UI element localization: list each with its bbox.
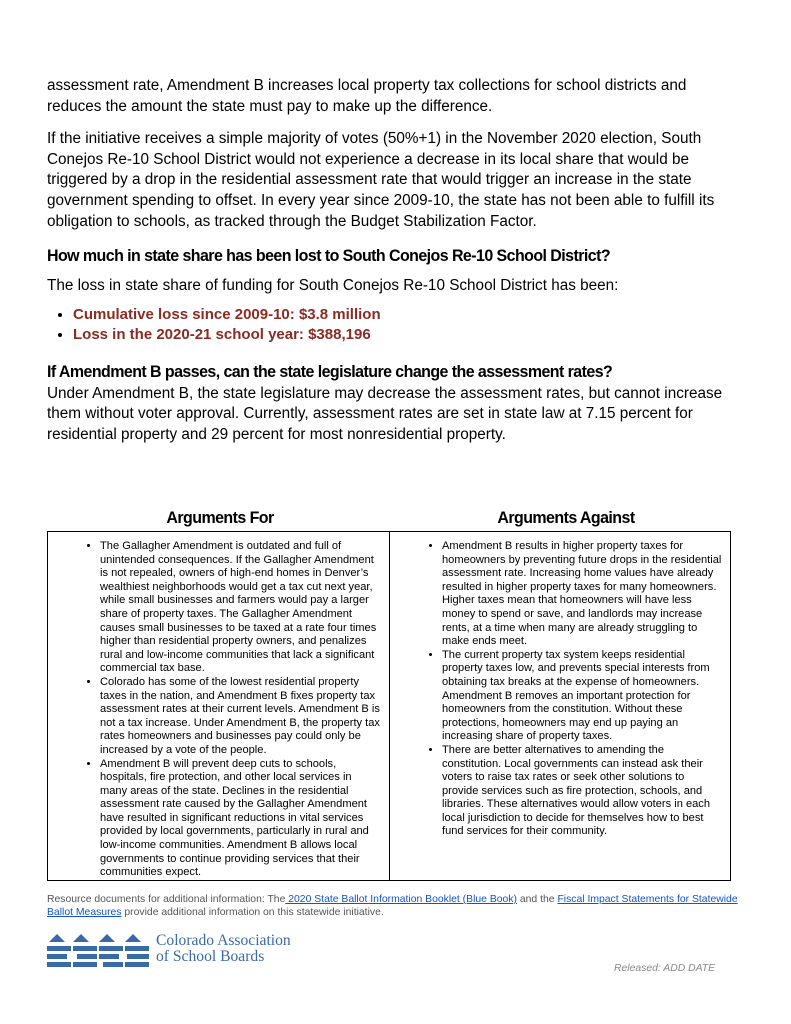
list-item: • Loss in the 2020-21 school year: $388,196 xyxy=(73,325,743,346)
arguments-headers xyxy=(47,508,731,528)
released-date: Released: ADD DATE xyxy=(614,963,716,974)
arguments-against-title: Arguments Against xyxy=(497,508,635,527)
list-item: • Amendment B results in higher property taxes for homeowners by preventing future drops in the residential assessment rate. Increasing home values have already resulted in higher property taxes for many homeowners. Higher taxes mean that homeowners will have less money to spend or save, and landlords may increase rents, at a time when many are already struggling to make ends meet. xyxy=(442,540,722,649)
list-item: • Colorado has some of the lowest residential property taxes in the nation, and Amendment B fixes property tax assessment rates at their current levels. Amendment B is not a tax increase. Under Amendment B, the property tax rates homeowners and businesses pay could only be increased by a vote of the people. xyxy=(100,676,381,758)
resources-prefix: Resource documents for additional information: The xyxy=(47,894,286,905)
list-item: • Amendment B will prevent deep cuts to schools, hospitals, fire protection, and other local services in many areas of the state. Declines in the residential assessment rate caused by the Gallagher Amendment have resulted in significant reductions in vital services provided by local governments, particularly in rural and low-income communities. Amendment B allows local governments to continue providing services that their communities expect. xyxy=(100,758,381,880)
casb-logo-mark xyxy=(47,930,151,974)
resources-middle: and the xyxy=(516,894,558,905)
arguments-for-column xyxy=(48,532,389,880)
logo-line-2: of School Boards xyxy=(156,948,265,965)
list-item: • There are better alternatives to amending the constitution. Local governments can instead ask their voters to raise tax rates or seek other solutions to provide services such as fire protection, schools, and libraries. These alternatives would allow voters in each local jurisdiction to decide for themselves how to best fund services for their community. xyxy=(442,744,722,839)
state-share-heading: How much in state share has been lost to South Conejos Re-10 School District? xyxy=(47,246,611,266)
intro-paragraph: assessment rate, Amendment B increases local property tax collections for school districts and reduces the amount the state must pay to make up the difference. xyxy=(47,77,687,115)
loss-intro: The loss in state share of funding for South Conejos Re-10 School District has been: xyxy=(47,277,619,295)
blue-book-link[interactable]: 2020 State Ballot Information Booklet (Blue Book) xyxy=(285,894,517,905)
document-body xyxy=(47,76,743,458)
arguments-for-title: Arguments For xyxy=(166,508,274,527)
assessment-rates-heading: If Amendment B passes, can the state legislature change the assessment rates? xyxy=(47,361,613,381)
list-item: • The Gallagher Amendment is outdated and full of unintended consequences. If the Gallagher Amendment is not repealed, owners of high-end homes in Denver’s wealthiest neighborhoods would get a tax cut next year, while small businesses and farmers would pay a larger share of property taxes. The Gallagher Amendment causes small businesses to be taxed at a rate four times higher than residential property owners, and penalizes rural and low-income communities that lack a significant commercial tax base. xyxy=(100,540,381,676)
list-item: • The current property tax system keeps residential property taxes low, and prevents special interests from obtaining tax breaks at the expense of homeowners. Amendment B removes an important protection for homeowners from the constitution. Without these protections, homeowners may end up paying an increasing share of property taxes. xyxy=(442,649,722,744)
casb-logo xyxy=(47,930,307,974)
fiscal-impact-link[interactable]: Fiscal Impact Statements for Statewide Ballot Measures xyxy=(47,894,738,919)
resources-suffix: provide additional information on this statewide initiative. xyxy=(121,907,384,919)
arguments-table xyxy=(47,531,731,881)
arguments-against-column xyxy=(389,532,730,880)
assessment-rates-paragraph: Under Amendment B, the state legislature may decrease the assessment rates, but cannot increase them without voter approval. Currently, assessment rates are set in state law at 7.15 percent for residential property and 29 percent for most nonresidential property. xyxy=(47,384,723,443)
list-item: • Cumulative loss since 2009-10: $3.8 million xyxy=(73,305,743,326)
logo-text xyxy=(156,933,291,965)
logo-line-1: Colorado Association xyxy=(156,932,291,949)
majority-paragraph: If the initiative receives a simple majority of votes (50%+1) in the November 2020 election, South Conejos Re-10 School District would not experience a decrease in its local share that would be triggered by a drop in the residential assessment rate that would trigger an increase in the state government spending to offset. In every year since 2009-10, the state has not been able to fulfill its obligation to schools, as tracked through the Budget Stabilization Factor. xyxy=(47,130,715,230)
resources-note xyxy=(47,893,747,920)
loss-list xyxy=(47,305,743,346)
